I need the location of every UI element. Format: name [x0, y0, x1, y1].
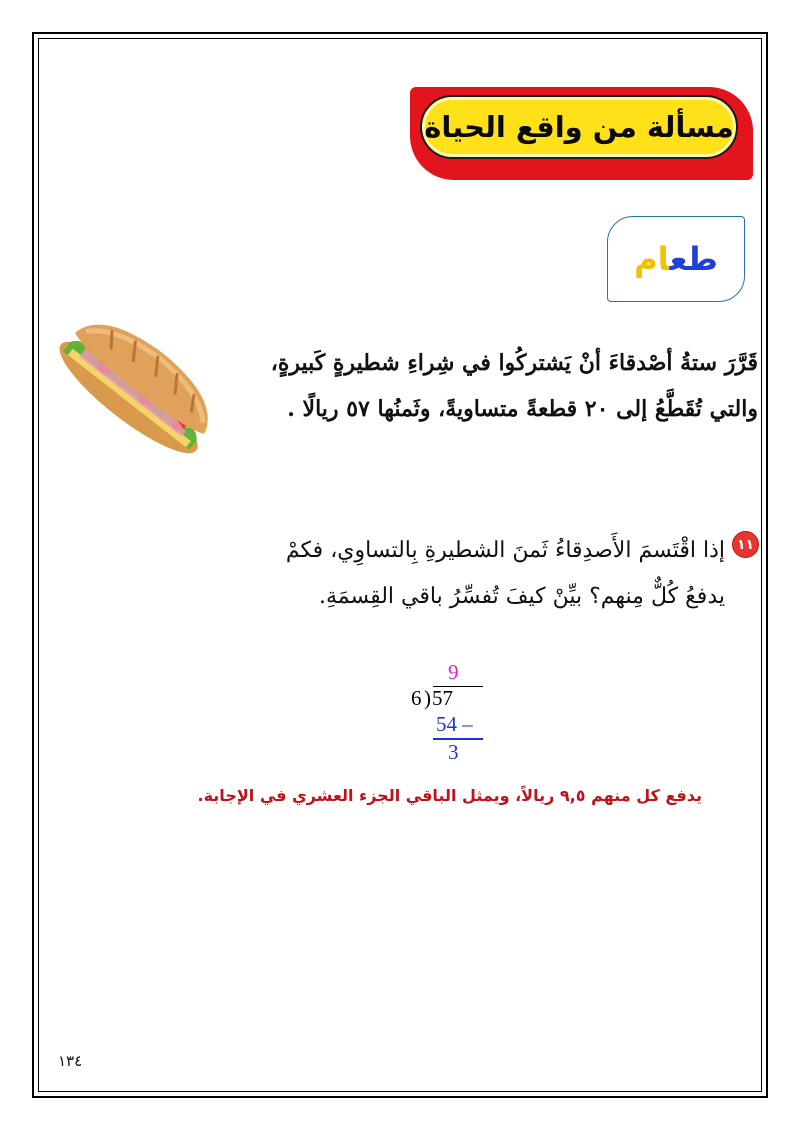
problem-statement	[238, 340, 758, 432]
problem-line-1: قَرَّرَ ستةُ أصْدقاءَ أنْ يَشتركُوا في شِراءِ شطيرةٍ كَبيرةٍ،	[270, 350, 758, 376]
question-line-1: إذا اقْتَسمَ الأَصدِقاءُ ثَمنَ الشطيرةِ بِالتساوِي، فكمْ	[285, 538, 725, 563]
division-divisor: 6	[411, 686, 422, 710]
sandwich-image	[52, 308, 220, 468]
problem-line-2: والتي تُقَطَّعُ إلى ٢٠ قطعةً متساويةً، وثَمنُها ٥٧ ريالًا .	[287, 396, 758, 422]
answer-text: يدفع كل منهم ٩,٥ ريالاً، ويمثل الباقي الجزء العشري في الإجابة.	[197, 786, 702, 805]
division-subtraction: 54 –	[436, 712, 473, 736]
long-division	[405, 660, 495, 770]
question-number-badge: ١١	[732, 531, 759, 558]
topic-label-part1: طع	[669, 240, 718, 278]
division-quotient: 9	[448, 660, 459, 684]
division-remainder: 3	[448, 740, 459, 764]
title-banner	[420, 95, 738, 159]
topic-label	[634, 240, 718, 278]
page-number: ١٣٤	[58, 1052, 83, 1070]
topic-label-box	[607, 216, 745, 302]
page-title: مسألة من واقع الحياة	[424, 110, 734, 144]
question-line-2: يدفعُ كُلٌّ مِنهم؟ بيِّنْ كيفَ تُفسِّرُ باقي القِسمَةِ.	[318, 584, 725, 609]
topic-label-part2: ام	[634, 240, 670, 278]
question-text	[165, 528, 725, 620]
division-dividend: 57	[432, 686, 453, 710]
division-bracket: )	[424, 686, 431, 710]
